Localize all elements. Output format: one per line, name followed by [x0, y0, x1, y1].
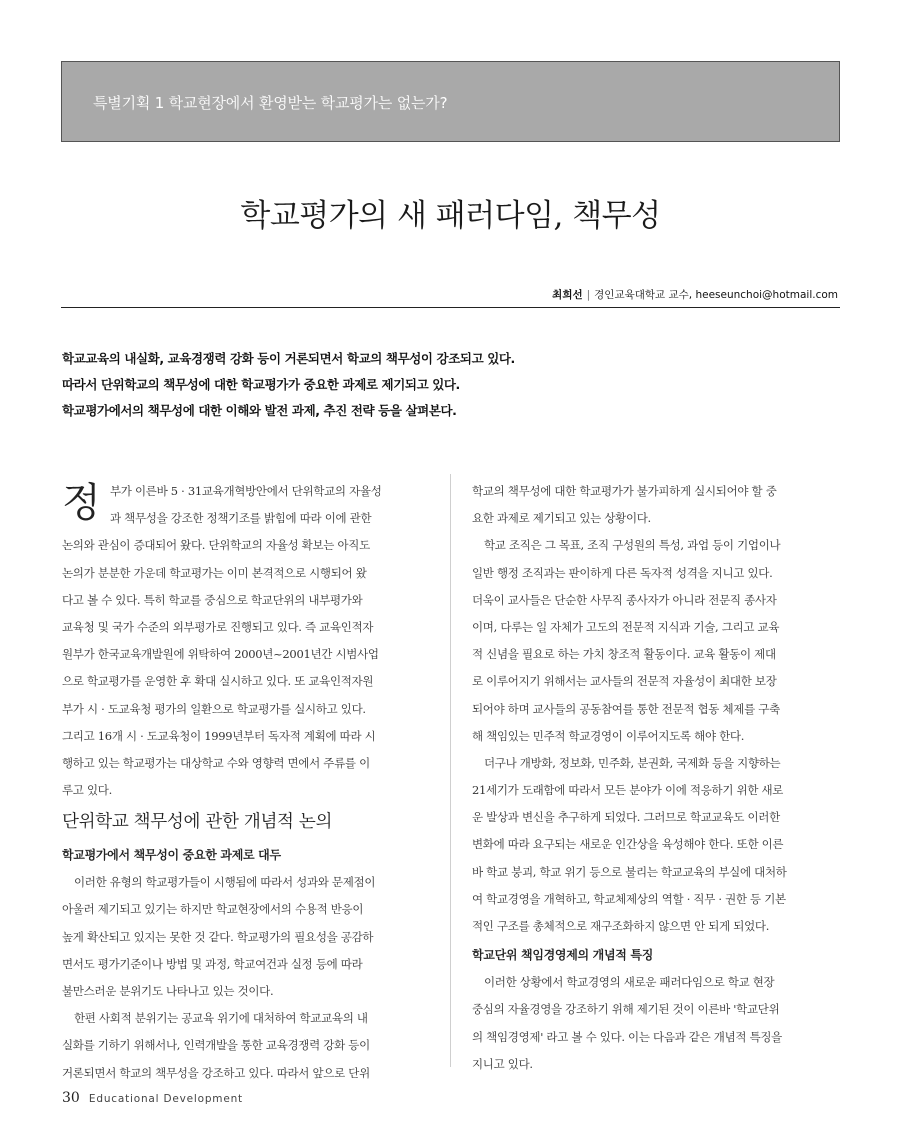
- header-rule: [61, 307, 840, 308]
- page-number: 30: [62, 1090, 80, 1106]
- body-line: 논의가 분분한 가운데 학교평가는 이미 본격적으로 시행되어 왔: [62, 565, 367, 580]
- subheading: 학교평가에서 책무성이 중요한 과제로 대두: [62, 848, 281, 862]
- body-line: 과 책무성을 강조한 정책기조를 밝힘에 따라 이에 관한: [110, 511, 372, 526]
- body-line: 교육청 및 국가 수준의 외부평가로 진행되고 있다. 즉 교육인적자: [62, 619, 374, 634]
- body-line: 한편 사회적 분위기는 공교육 위기에 대처하여 학교교육의 내: [74, 1011, 368, 1026]
- author-name: 최희선: [552, 289, 583, 301]
- left-column: [62, 478, 430, 804]
- body-line: 변화에 따라 요구되는 새로운 인간상을 육성해야 한다. 또한 이른: [472, 837, 784, 852]
- dropcap-paragraph: [62, 478, 430, 532]
- body-line: 학교의 책무성에 대한 학교평가가 불가피하게 실시되어야 할 중: [472, 484, 777, 498]
- body-line: 거론되면서 학교의 책무성을 강조하고 있다. 따라서 앞으로 단위: [62, 1065, 370, 1080]
- body-line: 더구나 개방화, 정보화, 민주화, 분권화, 국제화 등을 지향하는: [484, 755, 781, 770]
- body-line: 운 발상과 변신을 추구하게 되었다. 그러므로 학교교육도 이러한: [472, 810, 780, 825]
- column-divider: [450, 474, 451, 1067]
- body-line: 불만스러운 분위기도 나타나고 있는 것이다.: [62, 983, 274, 998]
- body-line: 그리고 16개 시 · 도교육청이 1999년부터 독자적 계획에 따라 시: [62, 728, 376, 743]
- author-affiliation: 경인교육대학교 교수, heeseunchoi@hotmail.com: [594, 289, 838, 301]
- feature-banner: [61, 61, 840, 142]
- body-line: 면서도 평가기준이나 방법 및 과정, 학교여건과 실정 등에 따라: [62, 956, 363, 971]
- body-line: 이며, 다루는 일 자체가 고도의 전문적 지식과 기술, 그리고 교육: [472, 619, 780, 634]
- right-column-lower: [472, 942, 840, 1078]
- dropcap: 정: [62, 480, 101, 526]
- left-column-lower: [62, 842, 430, 1087]
- body-line: 바 학교 붕괴, 학교 위기 등으로 불리는 학교교육의 부실에 대처하: [472, 864, 787, 879]
- body-line: 요한 과제로 제기되고 있는 상황이다.: [472, 511, 651, 526]
- article-title: 학교평가의 새 패러다임, 책무성: [240, 198, 661, 234]
- body-line: 학교 조직은 그 목표, 조직 구성원의 특성, 과업 등이 기업이나: [484, 538, 781, 553]
- body-line: 의 책임경영제' 라고 볼 수 있다. 이는 다음과 같은 개념적 특징을: [472, 1029, 782, 1044]
- body-line: 일반 행정 조직과는 판이하게 다른 독자적 성격을 지니고 있다.: [472, 565, 773, 580]
- body-line: 21세기가 도래함에 따라서 모든 분야가 이에 적응하기 위한 새로: [472, 783, 784, 798]
- body-line: 지니고 있다.: [472, 1056, 533, 1071]
- section-heading: 단위학교 책무성에 관한 개념적 논의: [62, 812, 333, 832]
- body-line: 행하고 있는 학교평가는 대상학교 수와 영향력 면에서 주류를 이: [62, 755, 370, 770]
- body-line: 논의와 관심이 증대되어 왔다. 단위학교의 자율성 확보는 아직도: [62, 538, 370, 553]
- subheading: 학교단위 책임경영제의 개념적 특징: [472, 948, 654, 962]
- body-line: 적인 구조를 총체적으로 재구조화하지 않으면 안 되게 되었다.: [472, 919, 770, 933]
- body-line: 적 신념을 필요로 하는 가치 창조적 활동이다. 교육 활동이 제대: [472, 647, 776, 662]
- body-line: 부가 시 · 도교육청 평가의 일환으로 학교평가를 실시하고 있다.: [62, 701, 366, 716]
- article-summary: [62, 346, 842, 424]
- body-line: 으로 학교평가를 운영한 후 확대 실시하고 있다. 또 교육인적자원: [62, 674, 374, 689]
- page-footer: [62, 1087, 243, 1106]
- body-line: 로 이루어지기 위해서는 교사들의 전문적 자율성이 최대한 보장: [472, 674, 777, 689]
- byline: [552, 287, 838, 302]
- right-column: [472, 478, 840, 940]
- publication-name: Educational Development: [88, 1093, 243, 1105]
- body-line: 원부가 한국교육개발원에 위탁하여 2000년~2001년간 시범사업: [62, 647, 379, 662]
- body-line: 실화를 기하기 위해서나, 인력개발을 통한 교육경쟁력 강화 등이: [62, 1038, 370, 1053]
- body-line: 되어야 하며 교사들의 공동참여를 통한 전문적 협동 체제를 구축: [472, 701, 780, 716]
- body-line: 루고 있다.: [62, 783, 112, 798]
- body-line: 중심의 자율경영을 강조하기 위해 제기된 것이 이른바 '학교단위: [472, 1002, 780, 1017]
- body-line: 부가 이른바 5 · 31교육개혁방안에서 단위학교의 자율성: [110, 484, 382, 498]
- body-line: 해 책임있는 민주적 학교경영이 이루어지도록 해야 한다.: [472, 728, 745, 743]
- summary-line: 학교평가에서의 책무성에 대한 이해와 발전 과제, 추진 전략 등을 살펴본다.: [62, 403, 457, 418]
- body-line: 여 학교경영을 개혁하고, 학교체제상의 역할 · 직무 · 권한 등 기본: [472, 891, 786, 906]
- summary-line: 학교교육의 내실화, 교육경쟁력 강화 등이 거론되면서 학교의 책무성이 강조되고 있다.: [62, 351, 515, 366]
- byline-separator: |: [586, 289, 591, 301]
- summary-line: 따라서 단위학교의 책무성에 대한 학교평가가 중요한 과제로 제기되고 있다.: [62, 377, 460, 392]
- body-line: 높게 확산되고 있지는 못한 것 같다. 학교평가의 필요성을 공감하: [62, 929, 374, 944]
- body-line: 더욱이 교사들은 단순한 사무직 종사자가 아니라 전문직 종사자: [472, 592, 777, 607]
- body-line: 이러한 상황에서 학교경영의 새로운 패러다임으로 학교 현장: [484, 975, 775, 990]
- body-line: 이러한 유형의 학교평가들이 시행됨에 따라서 성과와 문제점이: [74, 875, 376, 890]
- body-line: 다고 볼 수 있다. 특히 학교를 중심으로 학교단위의 내부평가와: [62, 592, 363, 607]
- body-line: 아울러 제기되고 있기는 하지만 학교현장에서의 수용적 반응이: [62, 902, 364, 917]
- banner-text: 특별기획 1 학교현장에서 환영받는 학교평가는 없는가?: [93, 94, 448, 112]
